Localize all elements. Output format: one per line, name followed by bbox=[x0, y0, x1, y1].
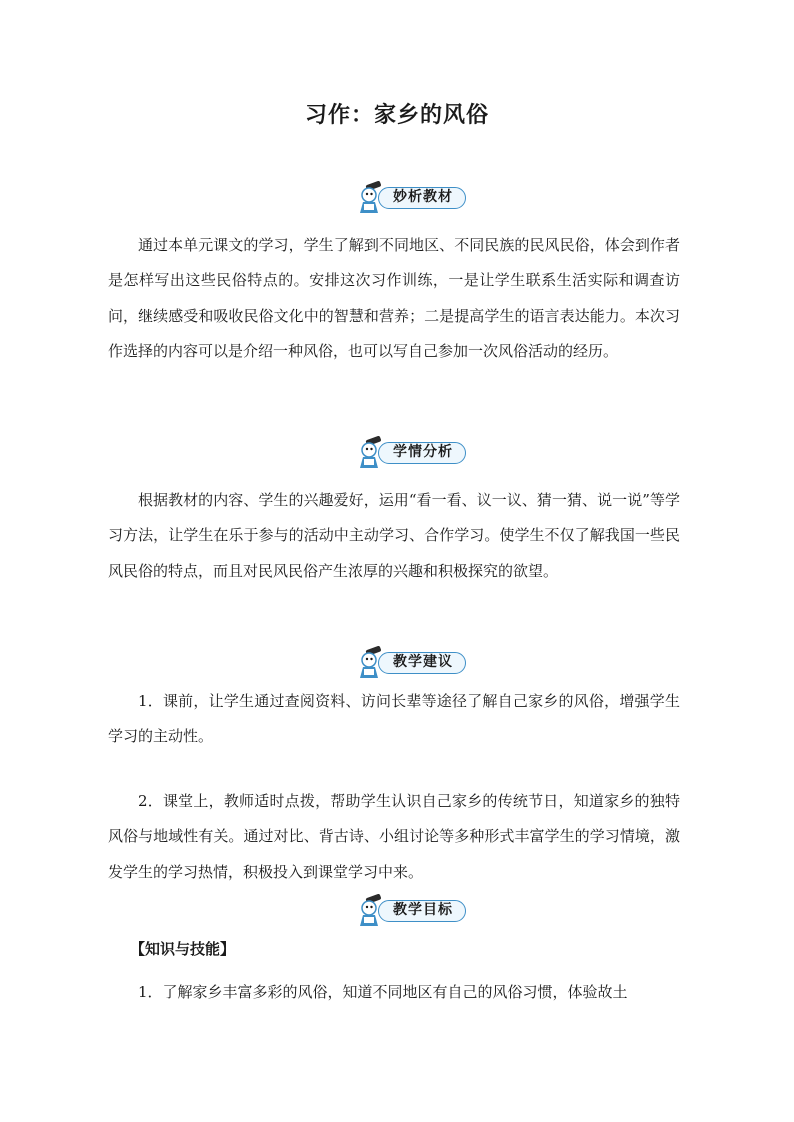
suggestion-item: 1．课前，让学生通过查阅资料、访问长辈等途径了解自己家乡的风俗，增强学生学习的主动性。 bbox=[108, 692, 680, 746]
cartoon-mascot-icon bbox=[354, 646, 388, 680]
section-label: 学情分析 bbox=[378, 442, 466, 464]
learning-paragraph: 根据教材的内容、学生的兴趣爱好，运用“看一看、议一议、猜一猜、说一说”等学习方法，让学生在乐于参与的活动中主动学习、合作学习。使学生不仅了解我国一些民风民俗的特点，而且对民风民俗产生浓厚的兴趣和积极探究的欲望。 bbox=[108, 491, 680, 580]
cartoon-mascot-icon bbox=[354, 894, 388, 928]
goals-subheading: 【知识与技能】 bbox=[130, 940, 236, 958]
section-badge-learning bbox=[354, 436, 472, 470]
analysis-paragraph: 通过本单元课文的学习，学生了解到不同地区、不同民族的民风民俗，体会到作者是怎样写出这些民俗特点的。安排这次习作训练，一是让学生联系生活实际和调查访问，继续感受和吸收民俗文化中的智慧和营养；二是提高学生的语言表达能力。本次习作选择的内容可以是介绍一种风俗，也可以写自己参加一次风俗活动的经历。 bbox=[108, 236, 680, 360]
section-badge-suggestions bbox=[354, 646, 472, 680]
goal-item: 1．了解家乡丰富多彩的风俗，知道不同地区有自己的风俗习惯，体验故土 bbox=[138, 983, 628, 1001]
suggestion-item: 2．课堂上，教师适时点拨，帮助学生认识自己家乡的传统节日，知道家乡的独特风俗与地域性有关。通过对比、背古诗、小组讨论等多种形式丰富学生的学习情境，激发学生的学习热情，积极投入到课堂学习中来。 bbox=[108, 792, 680, 881]
section-badge-goals bbox=[354, 894, 472, 928]
cartoon-mascot-icon bbox=[354, 436, 388, 470]
section-badge-analysis bbox=[354, 181, 472, 215]
section-label: 教学目标 bbox=[378, 900, 466, 922]
section-label: 教学建议 bbox=[378, 652, 466, 674]
cartoon-mascot-icon bbox=[354, 181, 388, 215]
section-label: 妙析教材 bbox=[378, 187, 466, 209]
page-title: 习作：家乡的风俗 bbox=[304, 103, 489, 128]
